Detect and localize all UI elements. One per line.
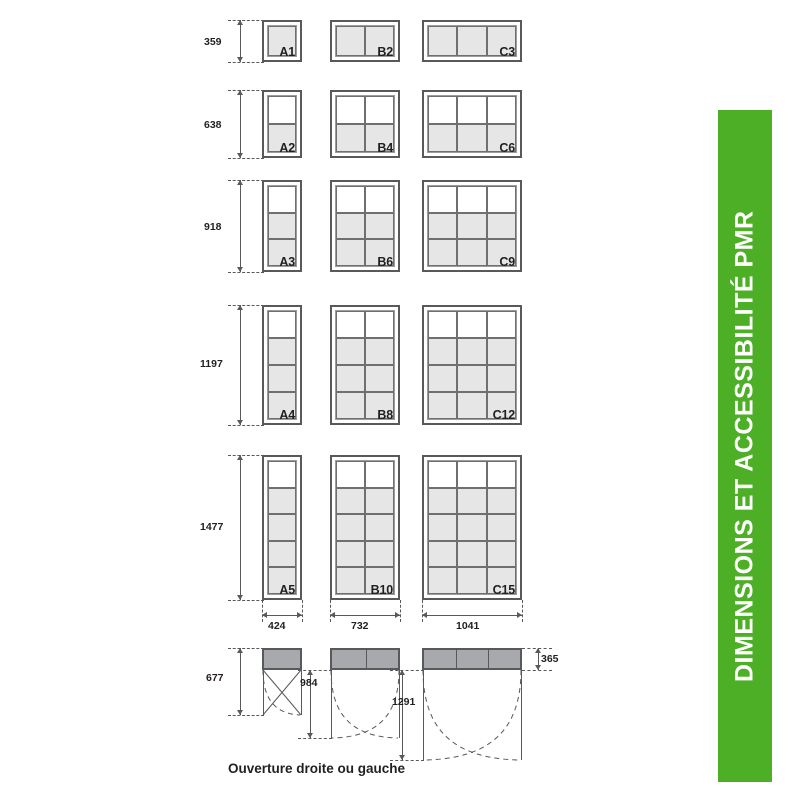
dim-arrow	[297, 612, 302, 618]
dim-arrow	[237, 595, 243, 600]
dim-arrow	[237, 305, 243, 310]
pane	[487, 311, 516, 338]
module-code-B10: B10	[370, 582, 393, 597]
dim-ext-line	[228, 20, 264, 21]
dim-arrow	[237, 57, 243, 62]
pane	[457, 124, 486, 152]
dim-ext-line	[390, 670, 424, 671]
dim-line	[240, 20, 241, 62]
dim-ext-line	[298, 670, 332, 671]
dim-line	[402, 670, 403, 760]
opening-caption: Ouverture droite ou gauche	[228, 761, 406, 776]
pane	[457, 213, 486, 240]
dim-ext-line	[522, 670, 552, 671]
dim-ext-line	[302, 600, 303, 622]
pane	[365, 186, 394, 213]
pane	[457, 461, 486, 488]
dim-height-638: 638	[204, 119, 222, 131]
pane	[268, 488, 296, 515]
window-C15[interactable]	[422, 455, 522, 600]
window-A3[interactable]	[262, 180, 302, 272]
pane	[428, 186, 457, 213]
module-code-B8: B8	[377, 407, 393, 422]
pane	[457, 541, 486, 568]
pane	[336, 365, 365, 392]
pane	[268, 213, 296, 240]
dim-ext-line	[228, 600, 264, 601]
pane	[365, 213, 394, 240]
pane	[336, 461, 365, 488]
pane	[268, 461, 296, 488]
pane	[365, 461, 394, 488]
module-code-A5: A5	[279, 582, 295, 597]
pane	[457, 26, 486, 56]
window-A4[interactable]	[262, 305, 302, 425]
pane	[487, 514, 516, 541]
window-B4[interactable]	[330, 90, 400, 158]
pane	[428, 514, 457, 541]
pane	[487, 461, 516, 488]
pane	[428, 213, 457, 240]
dim-arrow	[535, 665, 541, 670]
dim-height-1291: 1291	[392, 696, 416, 708]
dim-ext-line	[228, 62, 264, 63]
hopper-right	[422, 648, 522, 670]
pane	[487, 541, 516, 568]
pane	[268, 541, 296, 568]
dim-ext-line	[522, 600, 523, 622]
module-code-C3: C3	[499, 44, 515, 59]
pane	[365, 311, 394, 338]
window-C9[interactable]	[422, 180, 522, 272]
pane	[336, 488, 365, 515]
window-C6[interactable]	[422, 90, 522, 158]
pane	[268, 514, 296, 541]
pane	[336, 186, 365, 213]
pane	[365, 514, 394, 541]
dim-ext-line	[228, 715, 264, 716]
module-code-B4: B4	[377, 140, 393, 155]
pane	[268, 311, 296, 338]
module-code-C15: C15	[492, 582, 515, 597]
pane	[487, 96, 516, 124]
swing-arc-middle	[330, 670, 400, 740]
dim-line	[240, 305, 241, 425]
swing-arc-left	[262, 670, 302, 716]
pane	[268, 338, 296, 365]
dim-arrow	[237, 648, 243, 653]
dim-ext-line	[400, 600, 401, 622]
dim-arrow	[237, 180, 243, 185]
pane	[365, 541, 394, 568]
window-C12[interactable]	[422, 305, 522, 425]
pane	[336, 26, 365, 56]
module-code-A3: A3	[279, 254, 295, 269]
dim-width-1041: 1041	[456, 620, 480, 632]
module-code-C12: C12	[492, 407, 515, 422]
window-B6[interactable]	[330, 180, 400, 272]
dim-ext-line	[228, 180, 264, 181]
pane	[428, 461, 457, 488]
dim-arrow	[395, 612, 400, 618]
dim-ext-line	[298, 738, 332, 739]
pane	[457, 365, 486, 392]
pane	[457, 488, 486, 515]
dim-arrow	[237, 153, 243, 158]
dim-arrow	[422, 612, 427, 618]
dim-width-424: 424	[268, 620, 286, 632]
dim-arrow	[399, 755, 405, 760]
dim-ext-line	[228, 648, 264, 649]
pane	[365, 96, 394, 124]
dim-arrow	[307, 670, 313, 675]
dim-arrow	[262, 612, 267, 618]
dim-height-984: 984	[300, 677, 318, 689]
dim-height-365: 365	[541, 653, 559, 665]
dim-ext-line	[228, 90, 264, 91]
pane	[487, 213, 516, 240]
pane	[457, 514, 486, 541]
dim-line	[240, 648, 241, 715]
banner-title: DIMENSIONS ET ACCESSIBILITÉ PMR	[730, 210, 759, 682]
dim-line	[330, 615, 400, 616]
dim-line	[422, 615, 522, 616]
pane	[428, 541, 457, 568]
module-code-C9: C9	[499, 254, 515, 269]
pane	[336, 239, 365, 266]
pane	[336, 213, 365, 240]
dim-height-677: 677	[206, 672, 224, 684]
dim-ext-line	[228, 455, 264, 456]
pane	[428, 365, 457, 392]
pane	[487, 186, 516, 213]
pane	[428, 311, 457, 338]
dim-arrow	[330, 612, 335, 618]
pane	[428, 392, 457, 419]
module-code-A1: A1	[279, 44, 295, 59]
pane	[457, 186, 486, 213]
dim-line	[240, 455, 241, 600]
pane	[487, 365, 516, 392]
dim-height-918: 918	[204, 221, 222, 233]
dim-arrow	[399, 670, 405, 675]
pane	[268, 186, 296, 213]
pane	[428, 124, 457, 152]
pane	[428, 567, 457, 594]
dim-arrow	[237, 455, 243, 460]
window-B8[interactable]	[330, 305, 400, 425]
dim-height-1197: 1197	[200, 358, 223, 370]
dim-ext-line	[228, 425, 264, 426]
pane	[487, 488, 516, 515]
pane	[428, 239, 457, 266]
swing-arc-right	[422, 670, 522, 762]
hopper-divider	[366, 650, 367, 668]
pane	[336, 514, 365, 541]
dim-ext-line	[330, 600, 331, 622]
dim-line	[240, 180, 241, 272]
dim-ext-line	[228, 158, 264, 159]
dim-ext-line	[422, 600, 423, 622]
hopper-left	[262, 648, 302, 670]
dim-width-732: 732	[351, 620, 369, 632]
pane	[268, 365, 296, 392]
pane	[428, 338, 457, 365]
window-B10[interactable]	[330, 455, 400, 600]
pane	[336, 124, 365, 152]
dim-arrow	[237, 710, 243, 715]
module-code-C6: C6	[499, 140, 515, 155]
pane	[457, 567, 486, 594]
dim-arrow	[307, 733, 313, 738]
pane	[336, 338, 365, 365]
module-code-A2: A2	[279, 140, 295, 155]
pane	[457, 239, 486, 266]
window-C3[interactable]	[422, 20, 522, 62]
dim-height-1477: 1477	[200, 521, 224, 533]
module-code-B6: B6	[377, 254, 393, 269]
pane	[268, 96, 296, 124]
dim-ext-line	[228, 272, 264, 273]
pane	[428, 26, 457, 56]
pane	[457, 311, 486, 338]
pane	[487, 338, 516, 365]
dim-arrow	[237, 20, 243, 25]
window-A2[interactable]	[262, 90, 302, 158]
pane	[336, 392, 365, 419]
dim-arrow	[237, 267, 243, 272]
hopper-middle	[330, 648, 400, 670]
pane	[457, 392, 486, 419]
dim-line	[262, 615, 302, 616]
dim-arrow	[237, 90, 243, 95]
pane	[428, 96, 457, 124]
window-A1[interactable]	[262, 20, 302, 62]
dim-line	[240, 90, 241, 158]
pane	[336, 311, 365, 338]
module-code-A4: A4	[279, 407, 295, 422]
pane	[365, 365, 394, 392]
pane	[428, 488, 457, 515]
pane	[365, 488, 394, 515]
dim-ext-line	[262, 600, 263, 622]
dim-arrow	[517, 612, 522, 618]
pane	[365, 338, 394, 365]
pane	[336, 541, 365, 568]
window-B2[interactable]	[330, 20, 400, 62]
hopper-divider	[488, 650, 489, 668]
window-A5[interactable]	[262, 455, 302, 600]
dim-ext-line	[228, 305, 264, 306]
module-code-B2: B2	[377, 44, 393, 59]
pane	[336, 567, 365, 594]
dim-arrow	[237, 420, 243, 425]
pane	[457, 338, 486, 365]
hopper-divider	[456, 650, 457, 668]
dim-height-359: 359	[204, 36, 222, 48]
pane	[336, 96, 365, 124]
pane	[457, 96, 486, 124]
